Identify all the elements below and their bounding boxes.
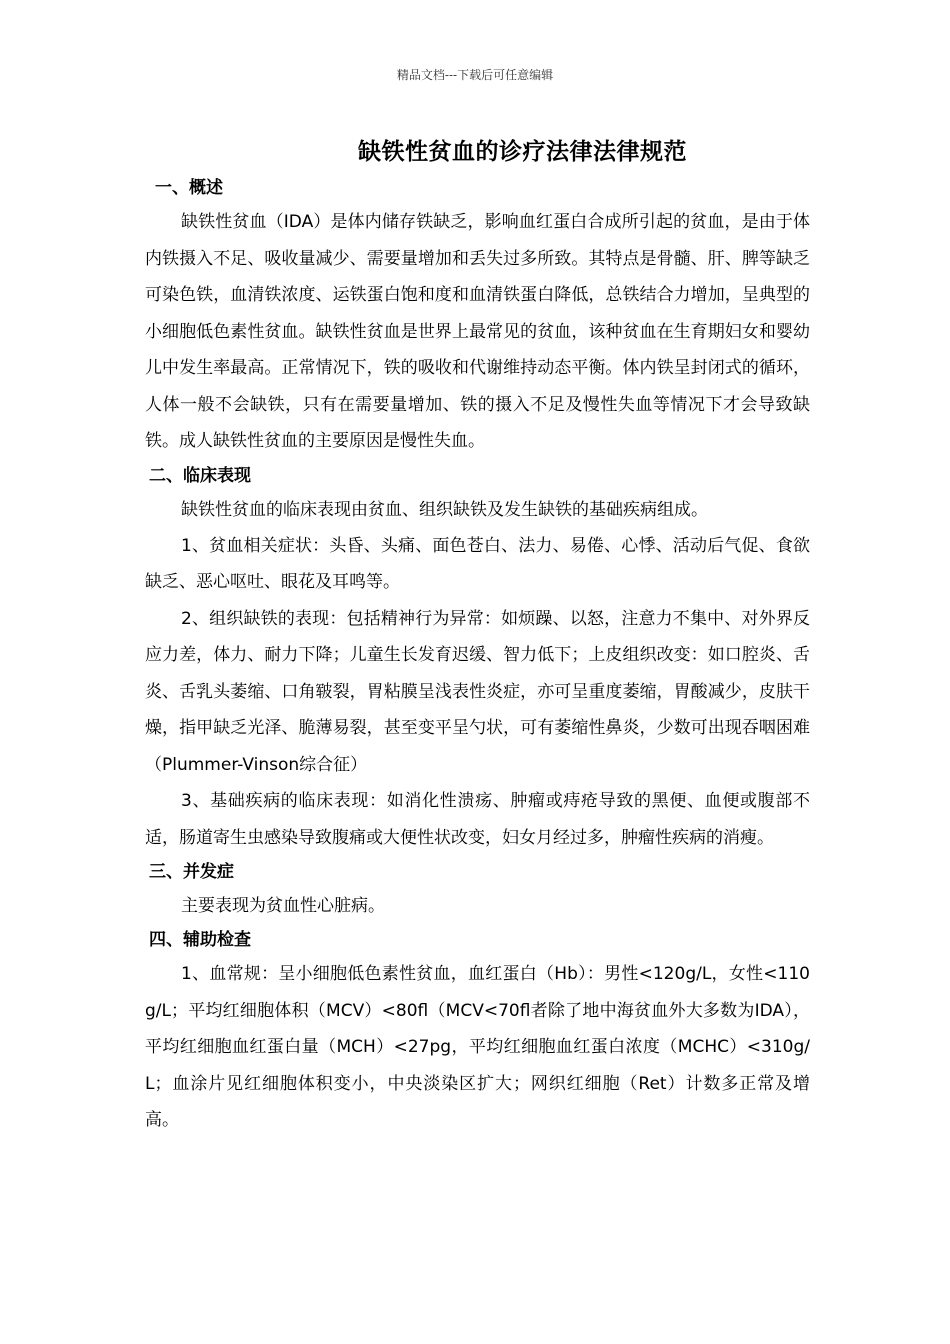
paragraph-tissue-iron-deficiency: 2、组织缺铁的表现：包括精神行为异常：如烦躁、以怒，注意力不集中、对外界反应力差，体力、耐力下降；儿童生长发育迟缓、智力低下；上皮组织改变：如口腔炎、舌炎、舌乳头萎缩、口角皲裂，胃粘膜呈浅表性炎症，亦可呈重度萎缩，胃酸减少，皮肤干燥，指甲缺乏光泽、脆薄易裂，甚至变平呈勺状，可有萎缩性鼻炎，少数可出现吞咽困难（Plummer-Vinson综合征） [145,608,810,775]
section-heading-auxiliary-exams: 四、辅助检查 [149,930,251,950]
section-heading-clinical-manifestations: 二、临床表现 [149,465,251,486]
paragraph-clinical-intro: 缺铁性贫血的临床表现由贫血、组织缺铁及发生缺铁的基础疾病组成。 [181,499,708,520]
page-header-note: 精品文档---下载后可任意编辑 [396,68,554,82]
paragraph-anemia-symptoms: 1、贫血相关症状：头昏、头痛、面色苍白、法力、易倦、心悸、活动后气促、食欲缺乏、恶心呕吐、眼花及耳鸣等。 [145,535,810,592]
paragraph-blood-routine: 1、血常规：呈小细胞低色素性贫血，血红蛋白（Hb）：男性<120g/L，女性<110g/L；平均红细胞体积（MCV）<80fl（MCV<70fl者除了地中海贫血外大多数为IDA），平均红细胞血红蛋白量（MCH）<27pg，平均红细胞血红蛋白浓度（MCHC）<310g/L；血涂片见红细胞体积变小，中央淡染区扩大；网织红细胞（Ret）计数多正常及增高。 [145,964,810,1130]
paragraph-complications: 主要表现为贫血性心脏病。 [181,896,385,916]
section-heading-complications: 三、并发症 [149,862,234,882]
paragraph-underlying-disease: 3、基础疾病的临床表现：如消化性溃疡、肿瘤或痔疮导致的黑便、血便或腹部不适，肠道寄生虫感染导致腹痛或大便性状改变，妇女月经过多，肿瘤性疾病的消瘦。 [145,791,810,848]
document-body [145,172,810,1139]
section-heading-overview: 一、概述 [155,178,223,198]
document-title: 缺铁性贫血的诊疗法律法律规范 [358,139,687,165]
paragraph-overview: 缺铁性贫血（IDA）是体内储存铁缺乏，影响血红蛋白合成所引起的贫血，是由于体内铁摄入不足、吸收量减少、需要量增加和丢失过多所致。其特点是骨髓、肝、脾等缺乏可染色铁，血清铁浓度、运铁蛋白饱和度和血清铁蛋白降低，总铁结合力增加，呈典型的小细胞低色素性贫血。缺铁性贫血是世界上最常见的贫血，该种贫血在生育期妇女和婴幼儿中发生率最高。正常情况下，铁的吸收和代谢维持动态平衡。体内铁呈封闭式的循环，人体一般不会缺铁，只有在需要量增加、铁的摄入不足及慢性失血等情况下才会导致缺铁。成人缺铁性贫血的主要原因是慢性失血。 [145,212,810,451]
